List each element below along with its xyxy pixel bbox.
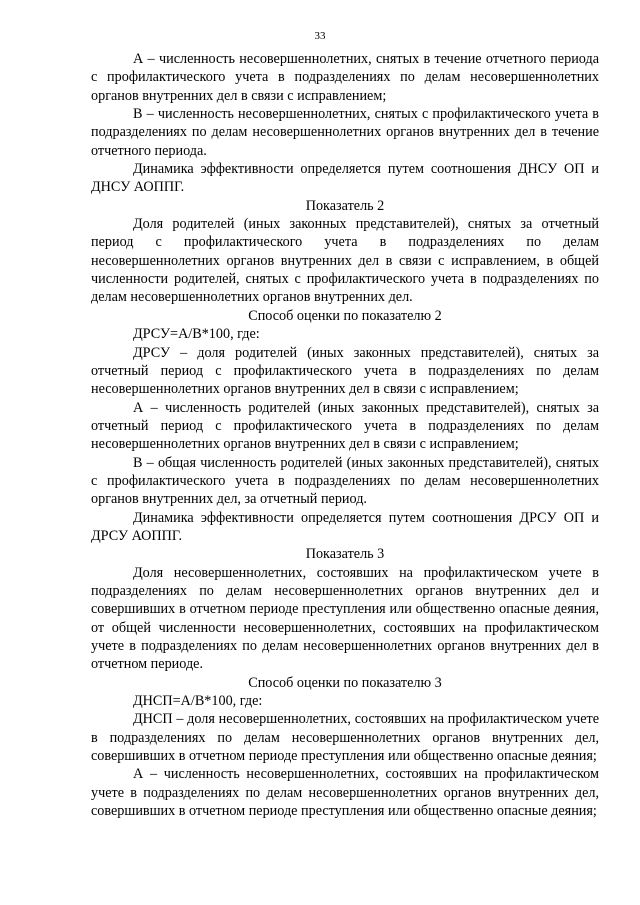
paragraph: Доля родителей (иных законных представителей), снятых за отчетный период с профилактического учета в подразделениях по делам несовершеннолетних органов внутренних дел в связи с исправлением, в общей численности родителей, снятых с профилактического учета в подразделениях по делам несовершеннолетних органов внутренних дел.: [91, 216, 599, 306]
formula: ДРСУ=А/В*100, где:: [133, 326, 260, 343]
section-heading: Способ оценки по показателю 2: [248, 307, 442, 324]
paragraph: ДНСП – доля несовершеннолетних, состоявших на профилактическом учете в подразделениях по делам несовершеннолетних органов внутренних дел, совершивших в отчетном периоде преступления или общественно опасные деяния;: [91, 711, 599, 765]
paragraph: А – численность родителей (иных законных представителей), снятых за отчетный период с профилактического учета в подразделениях по делам несовершеннолетних органов внутренних дел в связи с исправлением;: [91, 399, 599, 453]
page-number: 33: [314, 30, 326, 42]
formula: ДНСП=А/В*100, где:: [133, 693, 263, 710]
paragraph: ДРСУ – доля родителей (иных законных представителей), снятых за отчетный период с профилактического учета в подразделениях по делам несовершеннолетних органов внутренних дел в связи с исправлением;: [91, 344, 599, 398]
page-content: [91, 50, 599, 820]
paragraph: Динамика эффективности определяется путем соотношения ДРСУ ОП и ДРСУ АОППГ.: [91, 509, 599, 544]
section-heading: Способ оценки по показателю 3: [248, 674, 442, 691]
paragraph: А – численность несовершеннолетних, снятых в течение отчетного периода с профилактического учета в подразделениях по делам несовершеннолетних органов внутренних дел в связи с исправлением;: [91, 51, 599, 104]
section-heading: Показатель 2: [305, 197, 385, 214]
section-heading: Показатель 3: [305, 546, 385, 563]
paragraph: А – численность несовершеннолетних, состоявших на профилактическом учете в подразделениях по делам несовершеннолетних органов внутренних дел, совершивших в отчетном периоде преступления или общественно опасные деяния;: [91, 766, 599, 820]
paragraph: Динамика эффективности определяется путем соотношения ДНСУ ОП и ДНСУ АОППГ.: [91, 161, 599, 196]
paragraph: В – общая численность родителей (иных законных представителей), снятых с профилактического учета в подразделениях по делам несовершеннолетних органов внутренних дел, за отчетный период.: [91, 454, 599, 508]
paragraph: Доля несовершеннолетних, состоявших на профилактическом учете в подразделениях по делам несовершеннолетних органов внутренних дел и совершивших в отчетном периоде преступления или общественно опасные деяния, от общей численности несовершеннолетних, состоявших на профилактическом учете в подразделениях по делам несовершеннолетних органов внутренних дел в отчетном периоде.: [91, 564, 599, 673]
paragraph: В – численность несовершеннолетних, снятых с профилактического учета в подразделениях по делам несовершеннолетних органов внутренних дел в течение отчетного периода.: [91, 106, 599, 159]
